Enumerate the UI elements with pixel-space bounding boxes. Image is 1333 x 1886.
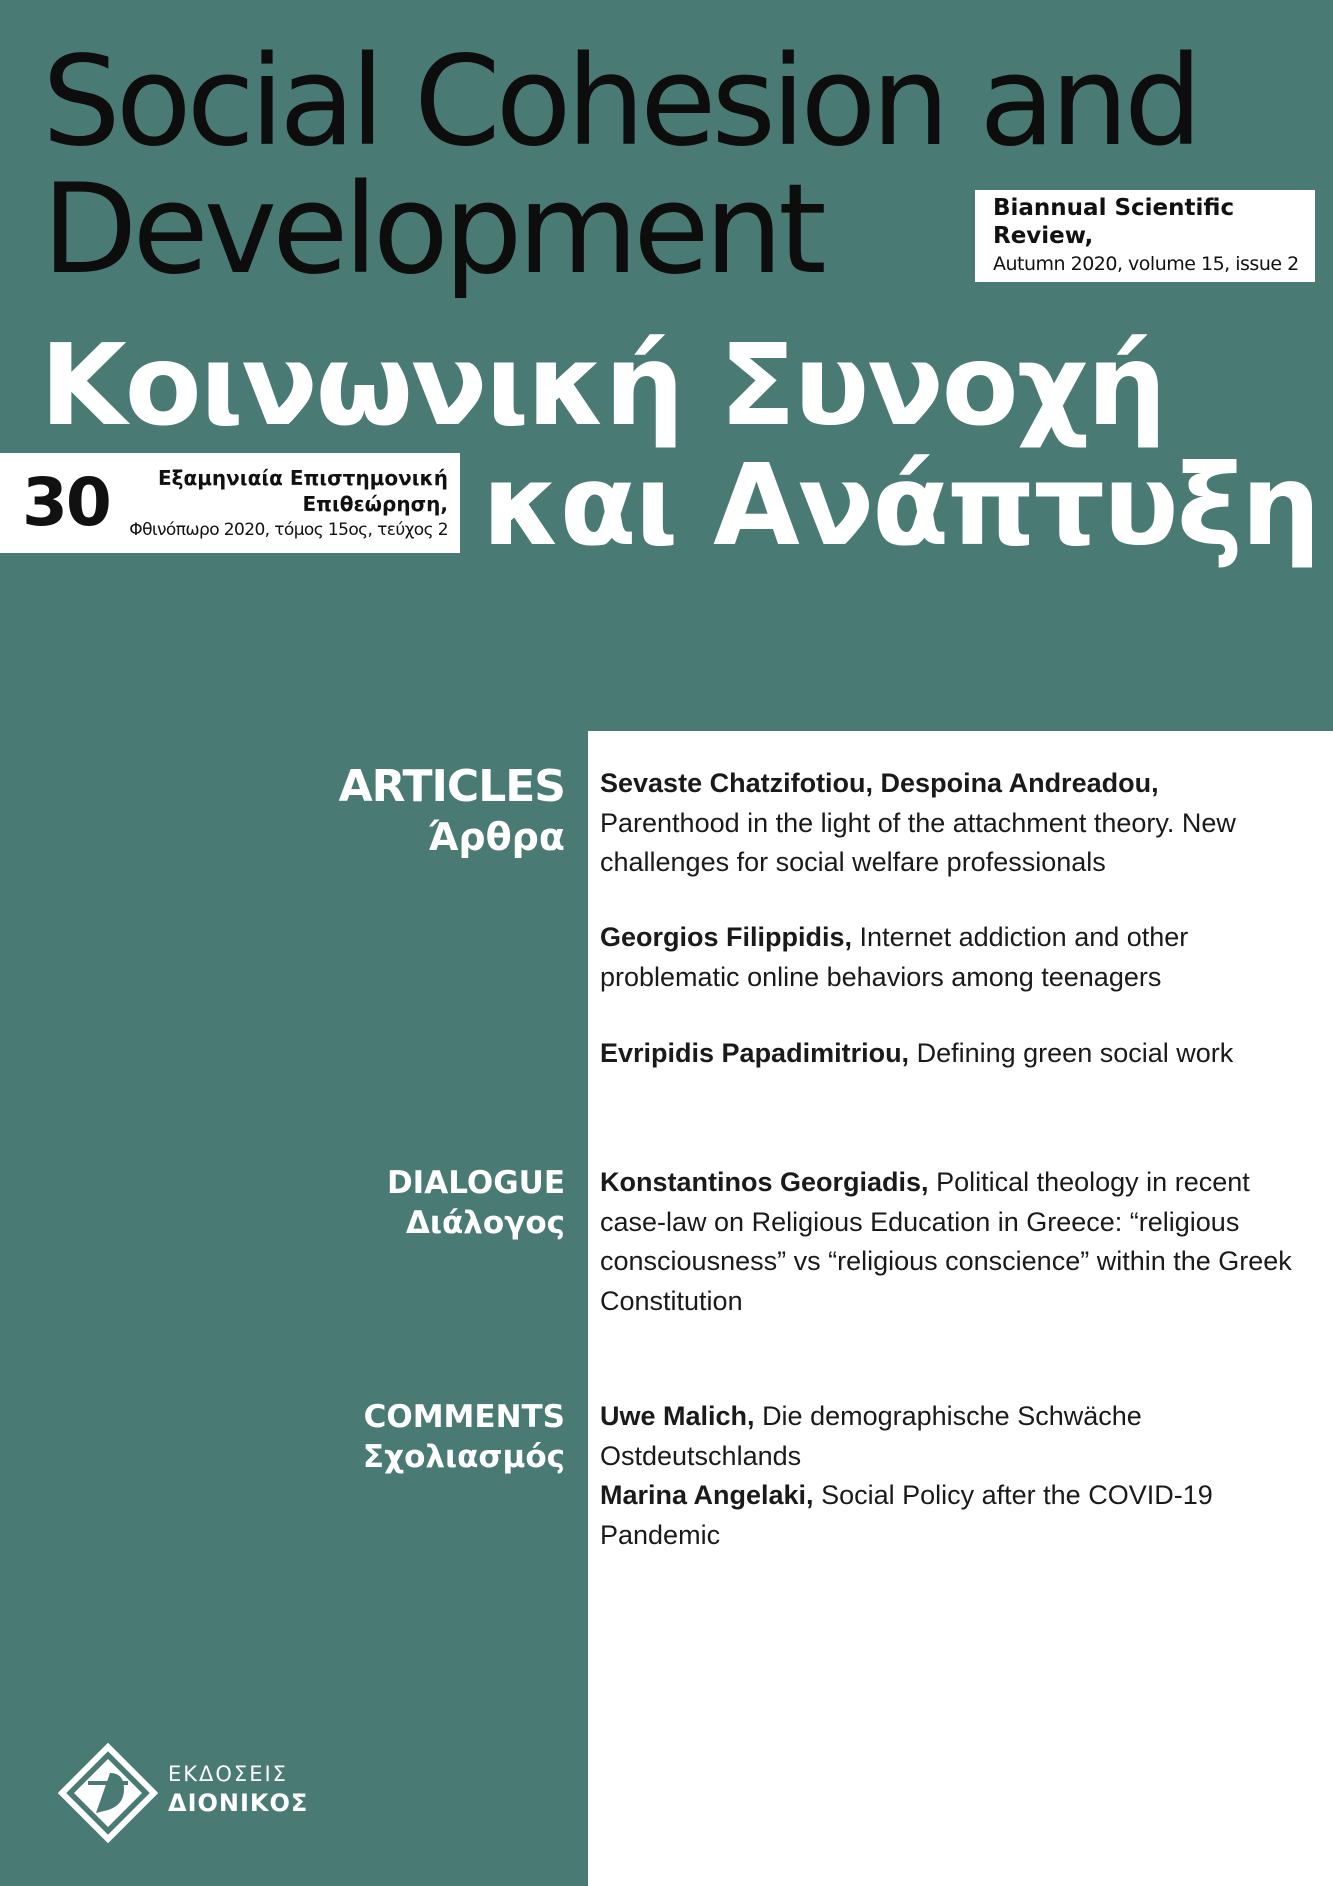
entry-author: Sevaste Chatzifotiou, Despoina Andreadou, bbox=[600, 768, 1159, 798]
section-dialogue-gr: Διάλογος bbox=[405, 1205, 565, 1241]
entry-author: Konstantinos Georgiadis, bbox=[600, 1167, 929, 1197]
review-label-greek-line-1: Εξαμηνιαία Επιστημονική bbox=[158, 466, 448, 490]
section-dialogue-en: DIALOGUE bbox=[386, 1165, 565, 1201]
entry-title: Defining green social work bbox=[916, 1038, 1234, 1068]
comment-entry bbox=[600, 1476, 1320, 1555]
title-english-line-2: Development bbox=[42, 158, 822, 302]
entry-author: Marina Angelaki, bbox=[600, 1480, 814, 1510]
review-label-line-2: Review, bbox=[993, 223, 1094, 249]
publisher-label-top: ΕΚΔΟΣΕΙΣ bbox=[168, 1762, 288, 1786]
publisher-name: ΔΙΟΝΙΚΟΣ bbox=[168, 1789, 309, 1817]
entry-title: Parenthood in the light of the attachment theory. New challenges for social welfare professionals bbox=[600, 807, 1236, 877]
issue-info-english: Autumn 2020, volume 15, issue 2 bbox=[993, 253, 1299, 275]
dialogue-entry bbox=[600, 1163, 1320, 1321]
section-articles bbox=[339, 762, 565, 862]
issue-number: 30 bbox=[22, 464, 110, 541]
section-comments-en: COMMENTS bbox=[363, 1399, 565, 1435]
issue-info-greek: Φθινόπωρο 2020, τόμος 15ος, τεύχος 2 bbox=[129, 520, 448, 540]
entry-title: Political theology in recent case-law on Religious Education in Greece: “religious consciousness” vs “religious conscience” within the Greek Constitution bbox=[600, 1167, 1292, 1316]
entry-author: Georgios Filippidis, bbox=[600, 922, 853, 952]
entry-title: Internet addiction and other problematic online behaviors among teenagers bbox=[600, 922, 1189, 992]
review-label-greek bbox=[158, 465, 448, 517]
section-articles-gr: Άρθρα bbox=[428, 815, 565, 859]
entry-title: Die demographische Schwäche Ostdeutschlands bbox=[600, 1401, 1142, 1471]
section-comments-gr: Σχολιασμός bbox=[362, 1439, 565, 1475]
entry-title: Social Policy after the COVID-19 Pandemic bbox=[600, 1480, 1213, 1550]
article-entry bbox=[600, 1034, 1320, 1074]
publisher-logo-icon bbox=[58, 1743, 158, 1843]
section-articles-en: ARTICLES bbox=[338, 761, 565, 812]
article-entry bbox=[600, 918, 1320, 997]
title-greek-line-2: και Ανάπτυξη bbox=[482, 441, 1319, 571]
review-info-english bbox=[975, 190, 1315, 282]
entry-author: Uwe Malich, bbox=[600, 1401, 755, 1431]
section-dialogue bbox=[387, 1163, 565, 1243]
review-label-line-1: Biannual Scientific bbox=[993, 195, 1235, 221]
article-entry bbox=[600, 764, 1320, 883]
title-english-line-1: Social Cohesion and bbox=[42, 30, 1198, 174]
title-greek-line-1: Κοινωνική Συνοχή bbox=[40, 321, 1165, 451]
entry-author: Evripidis Papadimitriou, bbox=[600, 1038, 910, 1068]
review-info-greek bbox=[0, 453, 460, 553]
publisher-logo bbox=[58, 1743, 438, 1843]
comment-entry bbox=[600, 1397, 1320, 1476]
section-comments bbox=[363, 1397, 565, 1477]
review-label-greek-line-2: Επιθεώρηση, bbox=[302, 492, 448, 516]
